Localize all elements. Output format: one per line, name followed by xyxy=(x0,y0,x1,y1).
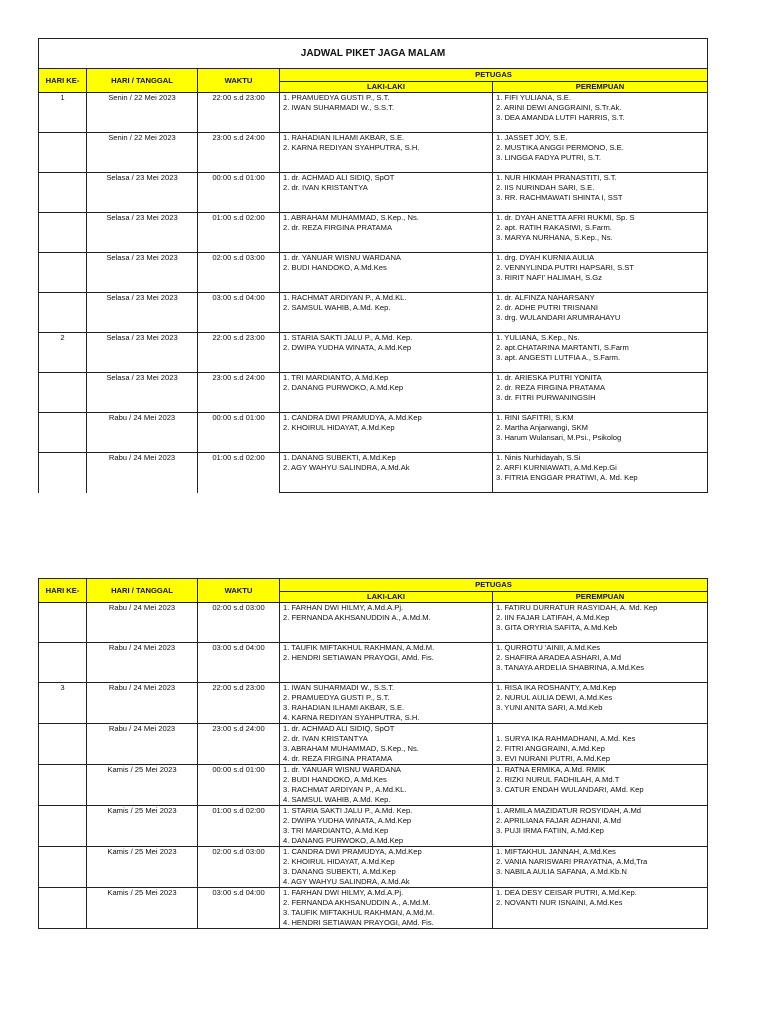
petugas-name: 1. SURYA IKA RAHMADHANI, A.Md. Kes xyxy=(496,734,636,743)
table-row xyxy=(39,173,708,213)
cell-perempuan xyxy=(493,253,708,293)
cell-hari-tanggal: Rabu / 24 Mei 2023 xyxy=(87,643,198,683)
cell-laki-laki xyxy=(280,603,493,643)
cell-laki-laki xyxy=(280,93,493,133)
petugas-name: 1. STARIA SAKTI JALU P., A.Md. Kep. xyxy=(283,333,413,342)
petugas-name: 1. dr. DYAH ANETTA AFRI RUKMI, Sp. S xyxy=(496,213,635,222)
petugas-name: 3. DEA AMANDA LUTFI HARRIS, S.T. xyxy=(496,113,625,122)
cell-laki-laki xyxy=(280,643,493,683)
petugas-name: 2. DANANG PURWOKO, A.Md.Kep xyxy=(283,383,404,392)
cell-hari-tanggal: Senin / 22 Mei 2023 xyxy=(87,133,198,173)
header-waktu: WAKTU xyxy=(198,579,280,603)
header-hari-tanggal: HARI / TANGGAL xyxy=(87,579,198,603)
petugas-name: 4. AGY WAHYU SALINDRA, A.Md.Ak xyxy=(283,877,410,886)
petugas-name: 2. apt.CHATARINA MARTANTI, S.Farm xyxy=(496,343,629,352)
cell-laki-laki xyxy=(280,333,493,373)
petugas-name: 1. DANANG SUBEKTI, A.Md.Kep xyxy=(283,453,396,462)
petugas-name: 4. KARNA REDIYAN SYAHPUTRA, S.H. xyxy=(283,713,420,722)
cell-laki-laki xyxy=(280,373,493,413)
petugas-name: 1. ARMILA MAZIDATUR ROSYIDAH, A.Md xyxy=(496,806,642,815)
table-row xyxy=(39,413,708,453)
petugas-name: 1. RINI SAFITRI, S.KM xyxy=(496,413,574,422)
cell-waktu: 22:00 s.d 23:00 xyxy=(198,93,280,133)
cell-laki-laki xyxy=(280,293,493,333)
petugas-name: 2. BUDI HANDOKO, A.Md.Kes xyxy=(283,263,387,272)
header-perempuan: PEREMPUAN xyxy=(493,592,708,603)
petugas-name: 1. TRI MARDIANTO, A.Md.Kep xyxy=(283,373,389,382)
table-row xyxy=(39,93,708,133)
petugas-name: 3. drg. WULANDARI ARUMRAHAYU xyxy=(496,313,621,322)
cell-perempuan xyxy=(493,333,708,373)
table-row xyxy=(39,213,708,253)
cell-hari-ke xyxy=(39,724,87,765)
cell-perempuan xyxy=(493,888,708,929)
petugas-name: 2. dr. REZA FIRGINA PRATAMA xyxy=(496,383,606,392)
petugas-name: 2. IIN FAJAR LATIFAH, A.Md.Kep xyxy=(496,613,610,622)
petugas-name: 1. STARIA SAKTI JALU P., A.Md. Kep. xyxy=(283,806,413,815)
petugas-name: 2. FITRI ANGGRAINI, A.Md.Kep xyxy=(496,744,605,753)
petugas-name: 2. AGY WAHYU SALINDRA, A.Md.Ak xyxy=(283,463,410,472)
cell-hari-tanggal: Kamis / 25 Mei 2023 xyxy=(87,806,198,847)
cell-perempuan xyxy=(493,847,708,888)
header-perempuan: PEREMPUAN xyxy=(493,82,708,93)
header-waktu: WAKTU xyxy=(198,69,280,93)
cell-hari-tanggal: Selasa / 23 Mei 2023 xyxy=(87,293,198,333)
cell-hari-tanggal: Selasa / 23 Mei 2023 xyxy=(87,253,198,293)
petugas-name: 2. ARFI KURNIAWATI, A.Md.Kep.Gi xyxy=(496,463,617,472)
cell-laki-laki xyxy=(280,453,493,493)
petugas-name: 1. dr. ACHMAD ALI SIDIQ, SpOT xyxy=(283,724,395,733)
petugas-name: 2. APRILIANA FAJAR ADHANI, A.Md xyxy=(496,816,621,825)
petugas-name: 2. PRAMUEDYA GUSTI P., S.T. xyxy=(283,693,390,702)
cell-perempuan xyxy=(493,765,708,806)
petugas-name: 3. LINGGA FADYA PUTRI, S.T. xyxy=(496,153,601,162)
petugas-name: 1. FIFI YULIANA, S.E. xyxy=(496,93,571,102)
cell-waktu: 23:00 s.d 24:00 xyxy=(198,133,280,173)
petugas-name: 1. TAUFIK MIFTAKHUL RAKHMAN, A.Md.M. xyxy=(283,643,435,652)
petugas-name: 2. VANIA NARISWARI PRAYATNA, A.Md,Tra xyxy=(496,857,648,866)
cell-laki-laki xyxy=(280,724,493,765)
petugas-name: 2. NURUL AULIA DEWI, A.Md.Kes xyxy=(496,693,613,702)
cell-waktu: 00:00 s.d 01:00 xyxy=(198,765,280,806)
petugas-name: 1. NUR HIKMAH PRANASTITI, S.T. xyxy=(496,173,617,182)
petugas-name: 3. dr. FITRI PURWANINGSIH xyxy=(496,393,596,402)
header-petugas: PETUGAS xyxy=(280,579,708,592)
petugas-name: 2. BUDI HANDOKO, A.Md.Kes xyxy=(283,775,387,784)
cell-laki-laki xyxy=(280,847,493,888)
cell-perempuan xyxy=(493,806,708,847)
table-row xyxy=(39,333,708,373)
petugas-name: 2. dr. ADHE PUTRI TRISNANI xyxy=(496,303,598,312)
table-row xyxy=(39,453,708,493)
header-hari-ke: HARI KE- xyxy=(39,579,87,603)
petugas-name: 4. DANANG PURWOKO, A.Md.Kep xyxy=(283,836,404,845)
petugas-name: 1. ABRAHAM MUHAMMAD, S.Kep., Ns. xyxy=(283,213,419,222)
cell-waktu: 01:00 s.d 02:00 xyxy=(198,806,280,847)
cell-perempuan xyxy=(493,373,708,413)
cell-hari-ke xyxy=(39,413,87,453)
petugas-name: 3. YUNI ANITA SARI, A.Md.Keb xyxy=(496,703,603,712)
cell-hari-ke xyxy=(39,603,87,643)
petugas-name: 3. RAHADIAN ILHAMI AKBAR, S.E. xyxy=(283,703,405,712)
petugas-name: 1. RISA IKA ROSHANTY, A.Md.Kep xyxy=(496,683,617,692)
cell-hari-ke xyxy=(39,373,87,413)
petugas-name: 1. RATNA ERMIKA, A.Md. RMIK xyxy=(496,765,606,774)
petugas-name: 2. RIZKI NURUL FADHILAH, A.Md.T xyxy=(496,775,620,784)
cell-waktu: 00:00 s.d 01:00 xyxy=(198,173,280,213)
table-row xyxy=(39,888,708,929)
cell-waktu: 02:00 s.d 03:00 xyxy=(198,253,280,293)
petugas-name: 1. RAHADIAN ILHAMI AKBAR, S.E. xyxy=(283,133,405,142)
petugas-name: 1. CANDRA DWI PRAMUDYA, A.Md.Kep xyxy=(283,847,422,856)
table-row xyxy=(39,133,708,173)
petugas-name: 1. FARHAN DWI HILMY, A.Md.A.Pj. xyxy=(283,888,404,897)
cell-hari-tanggal: Selasa / 23 Mei 2023 xyxy=(87,373,198,413)
petugas-name: 1. QURROTU 'AINII, A.Md.Kes xyxy=(496,643,600,652)
petugas-name: 4. dr. REZA FIRGINA PRATAMA xyxy=(283,754,393,763)
cell-hari-ke: 1 xyxy=(39,93,87,133)
petugas-name: 1. DEA DESY CEISAR PUTRI, A.Md.Kep. xyxy=(496,888,637,897)
table-row xyxy=(39,373,708,413)
petugas-name: 2. HENDRI SETIAWAN PRAYOGI, AMd. Fis. xyxy=(283,653,434,662)
petugas-name: 2. KHOIRUL HIDAYAT, A.Md.Kep xyxy=(283,423,395,432)
table-row xyxy=(39,293,708,333)
petugas-name xyxy=(496,724,704,734)
petugas-name: 4. SAMSUL WAHIB, A.Md. Kep. xyxy=(283,795,391,804)
petugas-name: 1. FATIRU DURRATUR RASYIDAH, A. Md. Kep xyxy=(496,603,658,612)
schedule-table-2 xyxy=(38,578,708,929)
cell-laki-laki xyxy=(280,765,493,806)
petugas-name: 1. dr. YANUAR WISNU WARDANA xyxy=(283,765,402,774)
cell-hari-tanggal: Rabu / 24 Mei 2023 xyxy=(87,724,198,765)
cell-waktu: 03:00 s.d 04:00 xyxy=(198,293,280,333)
cell-perempuan xyxy=(493,724,708,765)
schedule-table-1 xyxy=(38,38,708,493)
table-row xyxy=(39,683,708,724)
petugas-name: 1. MIFTAKHUL JANNAH, A.Md.Kes xyxy=(496,847,616,856)
cell-hari-tanggal: Rabu / 24 Mei 2023 xyxy=(87,603,198,643)
page-title: JADWAL PIKET JAGA MALAM xyxy=(39,39,708,69)
cell-waktu: 00:00 s.d 01:00 xyxy=(198,413,280,453)
table-row xyxy=(39,643,708,683)
petugas-name: 3. EVI NURANI PUTRI, A.Md.Kep xyxy=(496,754,610,763)
cell-hari-tanggal: Kamis / 25 Mei 2023 xyxy=(87,888,198,929)
cell-perempuan xyxy=(493,413,708,453)
header-hari-ke: HARI KE- xyxy=(39,69,87,93)
petugas-name: 2. FERNANDA AKHSANUDDIN A., A.Md.M. xyxy=(283,613,431,622)
cell-hari-tanggal: Rabu / 24 Mei 2023 xyxy=(87,413,198,453)
cell-perempuan xyxy=(493,293,708,333)
cell-perempuan xyxy=(493,133,708,173)
cell-waktu: 01:00 s.d 02:00 xyxy=(198,213,280,253)
petugas-name: 3. RACHMAT ARDIYAN P., A.Md.KL. xyxy=(283,785,407,794)
petugas-name: 2. SHAFIRA ARADEA ASHARI, A.Md xyxy=(496,653,621,662)
petugas-name: 4. HENDRI SETIAWAN PRAYOGI, AMd. Fis. xyxy=(283,918,434,927)
cell-perempuan xyxy=(493,603,708,643)
cell-waktu: 22:00 s.d 23:00 xyxy=(198,333,280,373)
petugas-name: 1. JASSET JOY, S.E. xyxy=(496,133,568,142)
cell-hari-tanggal: Rabu / 24 Mei 2023 xyxy=(87,683,198,724)
header-petugas: PETUGAS xyxy=(280,69,708,82)
petugas-name: 2. NOVANTI NUR ISNAINI, A.Md.Kes xyxy=(496,898,623,907)
table-row xyxy=(39,253,708,293)
cell-laki-laki xyxy=(280,173,493,213)
cell-waktu: 23:00 s.d 24:00 xyxy=(198,724,280,765)
cell-hari-ke xyxy=(39,173,87,213)
petugas-name: 3. apt. ANGESTI LUTFIA A., S.Farm. xyxy=(496,353,621,362)
petugas-name: 2. IWAN SUHARMADI W., S.S.T. xyxy=(283,103,395,112)
cell-hari-ke xyxy=(39,133,87,173)
cell-hari-ke xyxy=(39,213,87,253)
cell-hari-tanggal: Senin / 22 Mei 2023 xyxy=(87,93,198,133)
cell-laki-laki xyxy=(280,213,493,253)
cell-hari-ke xyxy=(39,888,87,929)
cell-laki-laki xyxy=(280,806,493,847)
petugas-name: 2. dr. REZA FIRGINA PRATAMA xyxy=(283,223,393,232)
petugas-name: 2. DWIPA YUDHA WINATA, A.Md.Kep xyxy=(283,816,412,825)
cell-perempuan xyxy=(493,173,708,213)
cell-hari-ke xyxy=(39,643,87,683)
petugas-name: 1. dr. ALFINZA NAHARSANY xyxy=(496,293,595,302)
cell-hari-ke xyxy=(39,847,87,888)
cell-laki-laki xyxy=(280,683,493,724)
petugas-name: 2. FERNANDA AKHSANUDDIN A., A.Md.M. xyxy=(283,898,431,907)
petugas-name: 2. KARNA REDIYAN SYAHPUTRA, S.H. xyxy=(283,143,420,152)
petugas-name: 3. MARYA NURHANA, S.Kep., Ns. xyxy=(496,233,613,242)
cell-waktu: 02:00 s.d 03:00 xyxy=(198,847,280,888)
cell-perempuan xyxy=(493,453,708,493)
petugas-name: 3. FITRIA ENGGAR PRATIWI, A. Md. Kep xyxy=(496,473,638,482)
cell-waktu: 01:00 s.d 02:00 xyxy=(198,453,280,493)
petugas-name: 1. RACHMAT ARDIYAN P., A.Md.KL. xyxy=(283,293,407,302)
petugas-name: 2. DWIPA YUDHA WINATA, A.Md.Kep xyxy=(283,343,412,352)
petugas-name: 1. Ninis Nurhidayah, S.Si xyxy=(496,453,581,462)
petugas-name: 3. TAUFIK MIFTAKHUL RAKHMAN, A.Md.M. xyxy=(283,908,435,917)
cell-hari-tanggal: Selasa / 23 Mei 2023 xyxy=(87,213,198,253)
table-row xyxy=(39,847,708,888)
petugas-name: 1. PRAMUEDYA GUSTI P., S.T. xyxy=(283,93,390,102)
cell-hari-ke xyxy=(39,293,87,333)
schedule-sheet-1 xyxy=(38,38,707,493)
petugas-name: 1. FARHAN DWI HILMY, A.Md.A.Pj. xyxy=(283,603,404,612)
table-row xyxy=(39,603,708,643)
petugas-name: 1. dr. ACHMAD ALI SIDIQ, SpOT xyxy=(283,173,395,182)
petugas-name: 2. dr. IVAN KRISTANTYA xyxy=(283,734,368,743)
cell-perempuan xyxy=(493,93,708,133)
cell-hari-tanggal: Selasa / 23 Mei 2023 xyxy=(87,333,198,373)
petugas-name: 3. RR. RACHMAWATI SHINTA I, SST xyxy=(496,193,623,202)
cell-hari-ke: 3 xyxy=(39,683,87,724)
cell-hari-tanggal: Kamis / 25 Mei 2023 xyxy=(87,847,198,888)
cell-hari-ke xyxy=(39,806,87,847)
petugas-name: 3. PUJI IRMA FATIIN, A.Md.Kep xyxy=(496,826,604,835)
petugas-name: 2. apt. RATIH RAKASIWI, S.Farm. xyxy=(496,223,612,232)
petugas-name: 1. CANDRA DWI PRAMUDYA, A.Md.Kep xyxy=(283,413,422,422)
cell-hari-tanggal: Kamis / 25 Mei 2023 xyxy=(87,765,198,806)
petugas-name: 3. RIRIT NAFI' HALIMAH, S.Gz xyxy=(496,273,602,282)
petugas-name: 1. dr. YANUAR WISNU WARDANA xyxy=(283,253,402,262)
petugas-name: 1. dr. ARIESKA PUTRI YONITA xyxy=(496,373,602,382)
cell-laki-laki xyxy=(280,253,493,293)
cell-hari-ke: 2 xyxy=(39,333,87,373)
header-laki-laki: LAKI-LAKI xyxy=(280,82,493,93)
petugas-name: 2. MUSTIKA ANGGI PERMONO, S.E. xyxy=(496,143,624,152)
cell-hari-ke xyxy=(39,453,87,493)
petugas-name: 3. NABILA AULIA SAFANA, A.Md.Kb.N xyxy=(496,867,627,876)
petugas-name: 3. CATUR ENDAH WULANDARI, AMd. Kep xyxy=(496,785,644,794)
petugas-name: 2. Martha Anjarwangi, SKM xyxy=(496,423,589,432)
header-laki-laki: LAKI-LAKI xyxy=(280,592,493,603)
cell-hari-ke xyxy=(39,253,87,293)
cell-waktu: 03:00 s.d 04:00 xyxy=(198,888,280,929)
cell-laki-laki xyxy=(280,413,493,453)
cell-waktu: 03:00 s.d 04:00 xyxy=(198,643,280,683)
cell-hari-ke xyxy=(39,765,87,806)
petugas-name: 3. TRI MARDIANTO, A.Md.Kep xyxy=(283,826,389,835)
cell-perempuan xyxy=(493,683,708,724)
cell-waktu: 22:00 s.d 23:00 xyxy=(198,683,280,724)
petugas-name: 3. TANAYA ARDELIA SHABRINA, A.Md.Kes xyxy=(496,663,644,672)
cell-hari-tanggal: Selasa / 23 Mei 2023 xyxy=(87,173,198,213)
cell-waktu: 02:00 s.d 03:00 xyxy=(198,603,280,643)
petugas-name: 2. KHOIRUL HIDAYAT, A.Md.Kep xyxy=(283,857,395,866)
petugas-name: 3. ABRAHAM MUHAMMAD, S.Kep., Ns. xyxy=(283,744,419,753)
header-hari-tanggal: HARI / TANGGAL xyxy=(87,69,198,93)
petugas-name: 1. drg. DYAH KURNIA AULIA xyxy=(496,253,595,262)
petugas-name: 3. GITA ORYRIA SAFITA, A.Md.Keb xyxy=(496,623,618,632)
cell-hari-tanggal: Rabu / 24 Mei 2023 xyxy=(87,453,198,493)
table-row xyxy=(39,806,708,847)
petugas-name: 3. DANANG SUBEKTI, A.Md.Kep xyxy=(283,867,396,876)
petugas-name: 2. SAMSUL WAHIB, A.Md. Kep. xyxy=(283,303,391,312)
table-row xyxy=(39,724,708,765)
table-row xyxy=(39,765,708,806)
cell-laki-laki xyxy=(280,133,493,173)
petugas-name: 2. IIS NURINDAH SARI, S.E. xyxy=(496,183,595,192)
petugas-name: 3. Harum Wulansari, M.Psi., Psikolog xyxy=(496,433,622,442)
petugas-name: 1. YULIANA, S.Kep., Ns. xyxy=(496,333,580,342)
cell-waktu: 23:00 s.d 24:00 xyxy=(198,373,280,413)
cell-perempuan xyxy=(493,213,708,253)
petugas-name: 1. IWAN SUHARMADI W., S.S.T. xyxy=(283,683,395,692)
cell-laki-laki xyxy=(280,888,493,929)
cell-perempuan xyxy=(493,643,708,683)
petugas-name: 2. dr. IVAN KRISTANTYA xyxy=(283,183,368,192)
schedule-sheet-2 xyxy=(38,578,707,929)
petugas-name: 2. VENNYLINDA PUTRI HAPSARI, S.ST xyxy=(496,263,634,272)
petugas-name: 2. ARINI DEWI ANGGRAINI, S.Tr.Ak. xyxy=(496,103,622,112)
